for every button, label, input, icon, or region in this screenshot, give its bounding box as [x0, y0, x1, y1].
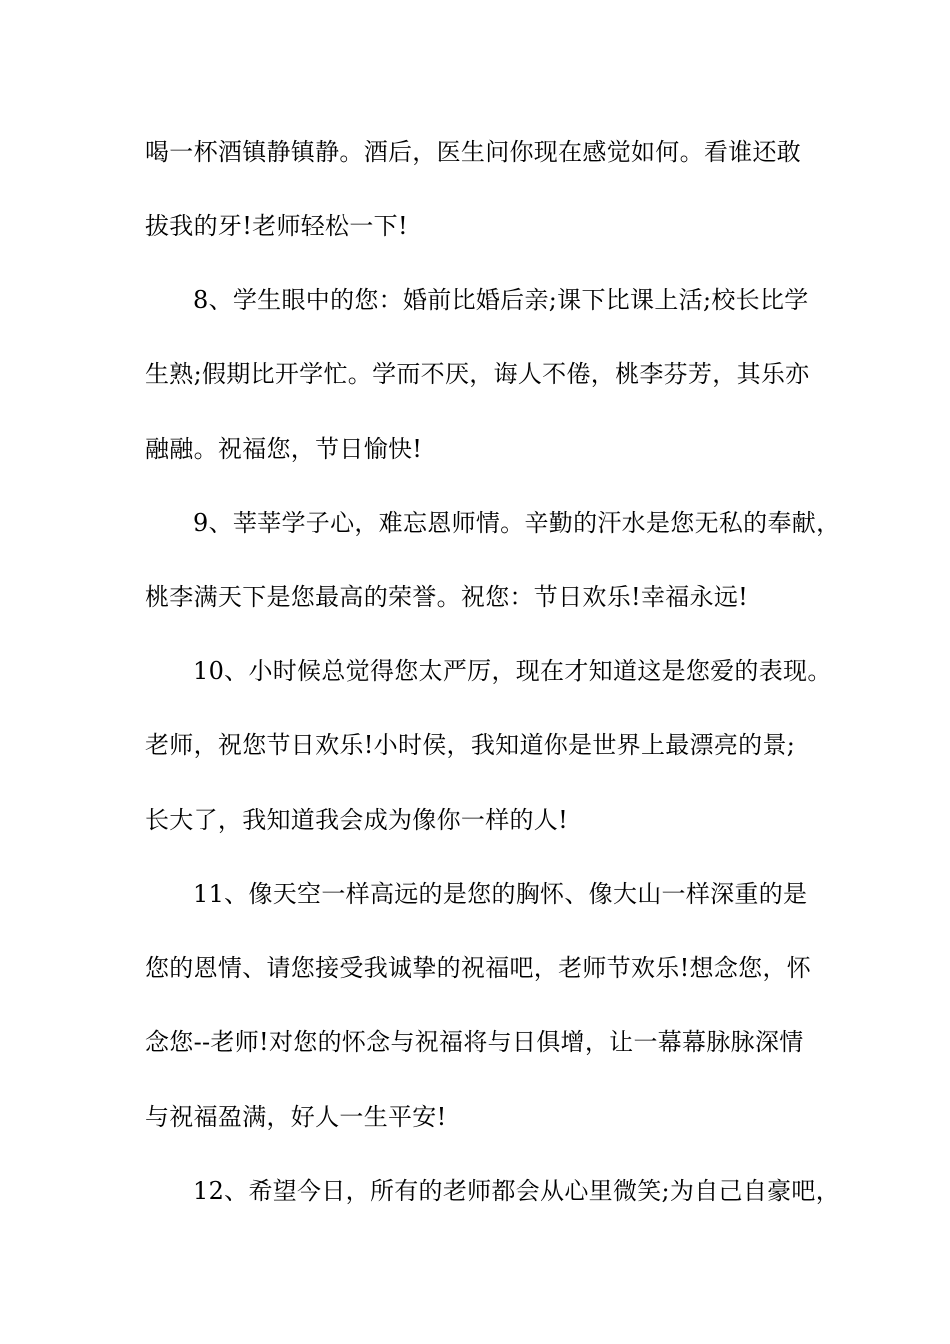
paragraph-12-start: 12、希望今日，所有的老师都会从心里微笑;为自己自豪吧，	[193, 1177, 841, 1205]
text-line: 与祝福盈满，好人一生平安!	[145, 1103, 447, 1131]
paragraph-10-start: 10、小时候总觉得您太严厉，现在才知道这是您爱的表现。	[193, 657, 832, 685]
text-line: 念您--老师!对您的怀念与祝福将与日俱增，让一幕幕脉脉深情	[145, 1028, 804, 1056]
text-line: 您的恩情、请您接受我诚挚的祝福吧，老师节欢乐!想念您，怀	[145, 954, 812, 982]
text-line: 老师，祝您节日欢乐!小时侯，我知道你是世界上最漂亮的景;	[145, 731, 796, 759]
paragraph-9-start: 9、莘莘学子心，难忘恩师情。辛勤的汗水是您无私的奉献，	[193, 509, 841, 537]
text-line: 喝一杯酒镇静镇静。酒后，医生问你现在感觉如何。看谁还敢	[145, 138, 802, 166]
paragraph-8-start: 8、学生眼中的您：婚前比婚后亲;课下比课上活;校长比学	[193, 286, 809, 314]
text-line: 生熟;假期比开学忙。学而不厌，诲人不倦，桃李芬芳，其乐亦	[145, 360, 810, 388]
text-line: 桃李满天下是您最高的荣誉。祝您：节日欢乐!幸福永远!	[145, 583, 749, 611]
paragraph-11-start: 11、像天空一样高远的是您的胸怀、像大山一样深重的是	[193, 880, 808, 908]
text-line: 长大了，我知道我会成为像你一样的人!	[145, 806, 569, 834]
text-line: 拔我的牙!老师轻松一下!	[145, 212, 408, 240]
text-line: 融融。祝福您，节日愉快!	[145, 435, 423, 463]
